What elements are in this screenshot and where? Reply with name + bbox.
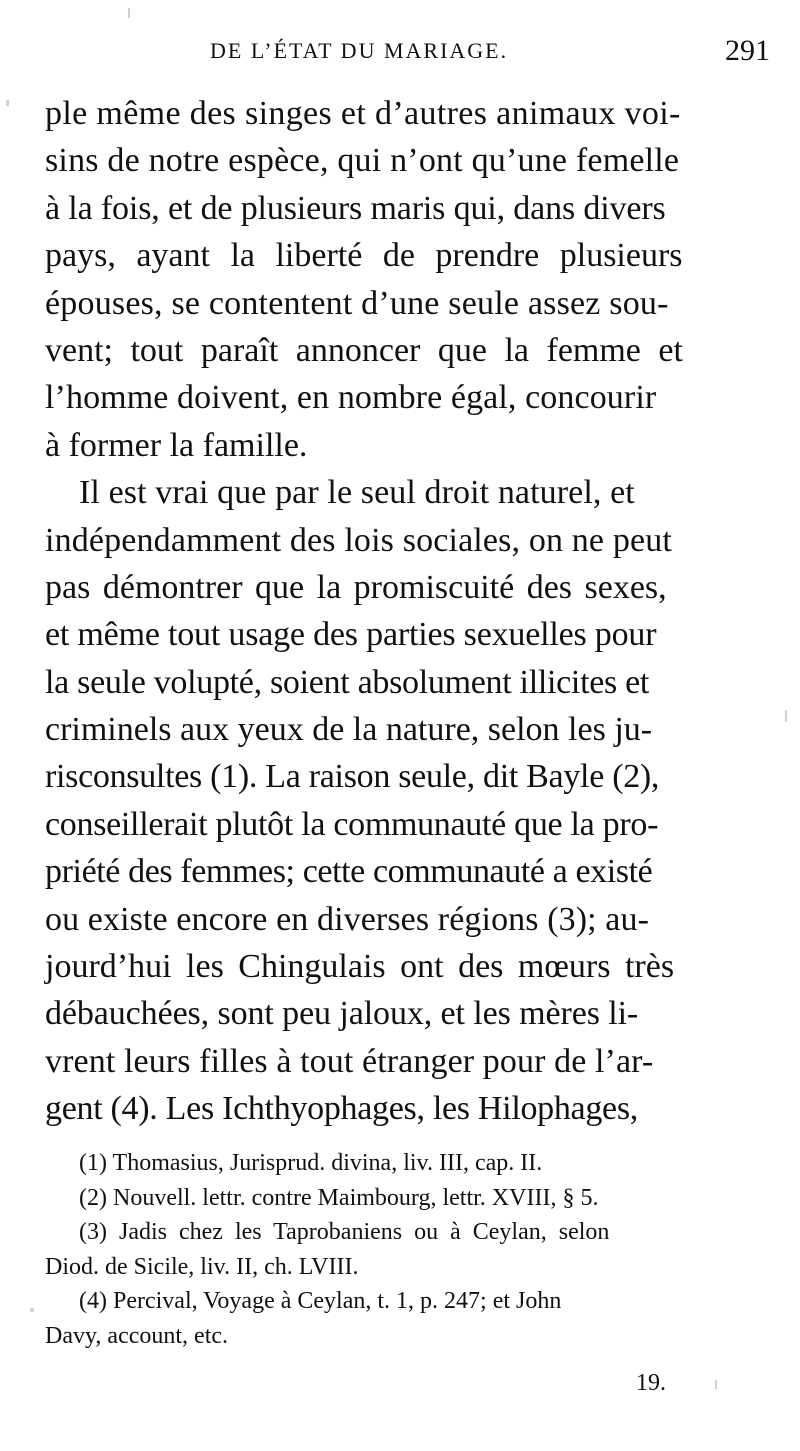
signature-mark: 19. — [636, 1370, 666, 1396]
body-line: l’homme doivent, en nombre égal, concourir — [45, 379, 657, 417]
scan-speck — [128, 8, 130, 18]
body-line: criminels aux yeux de la nature, selon les ju- — [45, 711, 653, 749]
footnote-line: (4) Percival, Voyage à Ceylan, t. 1, p. 247; et John — [79, 1288, 562, 1314]
body-line: gent (4). Les Ichthyophages, les Hilophages, — [45, 1090, 638, 1128]
body-line: épouses, se contentent d’une seule assez sou- — [45, 284, 669, 322]
scan-speck — [785, 710, 787, 722]
body-line: jourd’hui les Chingulais ont des mœurs très — [45, 948, 675, 986]
scan-speck — [30, 1308, 34, 1312]
body-line: ple même des singes et d’autres animaux voi- — [45, 95, 681, 132]
footnotes — [45, 1146, 763, 1353]
body-line: à former la famille. — [45, 426, 308, 464]
body-line: pays, ayant la liberté de prendre plusieurs — [45, 237, 683, 275]
body-line: ou existe encore en diverses régions (3); au- — [45, 900, 649, 938]
body-line: priété des femmes; cette communauté a existé — [45, 853, 653, 891]
body-line: pas démontrer que la promiscuité des sexes, — [45, 568, 667, 606]
running-head: DE L’ÉTAT DU MARIAGE. — [210, 38, 509, 63]
body-line: vrent leurs filles à tout étranger pour de l’ar- — [45, 1042, 654, 1080]
body-text — [45, 90, 760, 1133]
footnote-line: (3) Jadis chez les Taprobaniens ou à Ceylan, selon — [79, 1219, 610, 1245]
scan-speck — [715, 1380, 717, 1389]
footnote-line: Davy, account, etc. — [45, 1322, 229, 1349]
body-line: et même tout usage des parties sexuelles pour — [45, 616, 657, 654]
body-line: risconsultes (1). La raison seule, dit Bayle (2), — [45, 758, 660, 796]
body-line: à la fois, et de plusieurs maris qui, dans divers — [45, 189, 666, 227]
page-header — [210, 34, 770, 74]
body-line: Il est vrai que par le seul droit naturel, et — [79, 474, 635, 512]
footnote-line: Diod. de Sicile, liv. II, ch. LVIII. — [45, 1253, 359, 1280]
body-line: la seule volupté, soient absolument illicites et — [45, 663, 650, 701]
body-line: indépendamment des lois sociales, on ne peut — [45, 521, 672, 559]
body-line: débauchées, sont peu jaloux, et les mères li- — [45, 995, 639, 1033]
scan-speck — [6, 100, 9, 106]
body-line: sins de notre espèce, qui n’ont qu’une femelle — [45, 142, 680, 180]
body-line: vent; tout paraît annoncer que la femme et — [45, 331, 683, 369]
footnote-line: (2) Nouvell. lettr. contre Maimbourg, lettr. XVIII, § 5. — [79, 1184, 599, 1211]
footnote-line: (1) Thomasius, Jurisprud. divina, liv. III, cap. II. — [79, 1150, 543, 1176]
body-line: conseillerait plutôt la communauté que la pro- — [45, 805, 659, 843]
page-number: 291 — [725, 34, 770, 67]
